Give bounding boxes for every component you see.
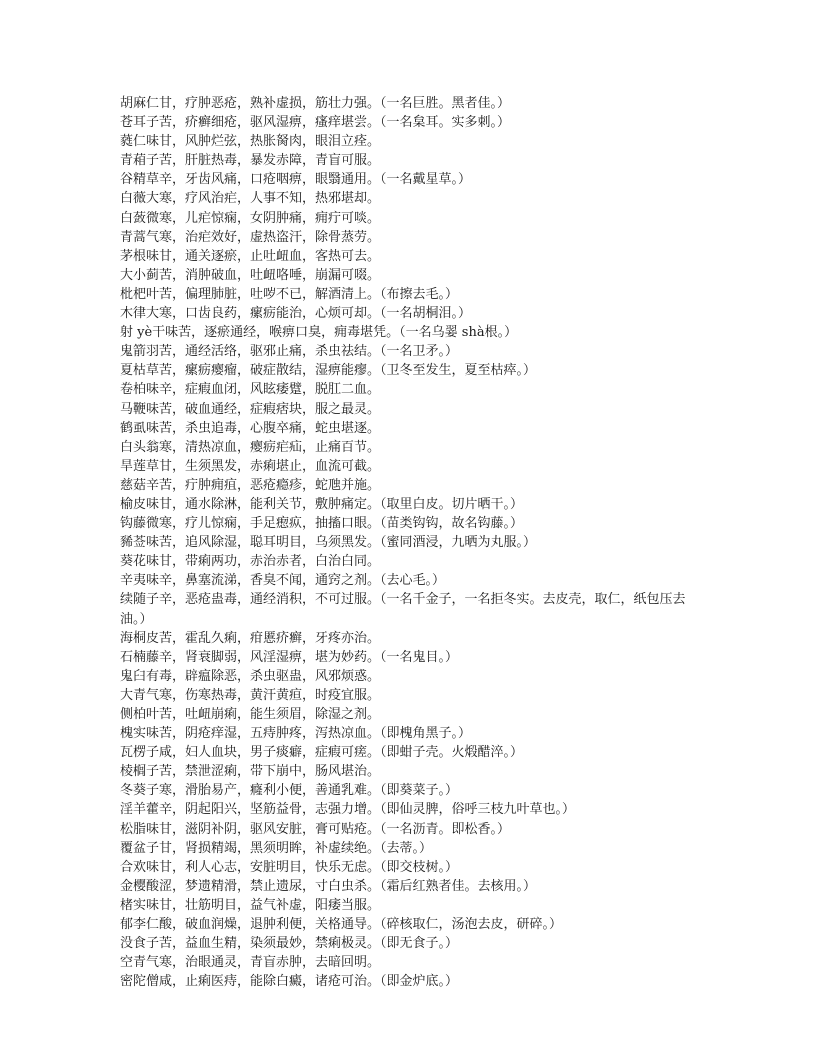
- text-line: 槐实味苦，阴疮痒湿，五痔肿疼，泻热凉血。（即槐角黑子。）: [120, 726, 472, 742]
- text-line: 鹤虱味苦，杀虫追毒，心腹卒痛，蛇虫堪逐。: [120, 420, 381, 436]
- text-line: 钩藤微寒，疗儿惊痫，手足瘛疭，抽搐口眼。（苗类钩钩，故名钩藤。）: [120, 516, 524, 532]
- text-line: 瓦楞子咸，妇人血块，男子痰癖，症瘕可瘥。（即蚶子壳。火煅醋淬。）: [120, 745, 524, 761]
- text-line: 续随子辛，恶疮蛊毒，通经消积，不可过服。（一名千金子，一名拒冬实。去皮壳，取仁，纸包压去油。）: [120, 592, 686, 627]
- text-line: 胡麻仁甘，疗肿恶疮，熟补虚损，筋壮力强。（一名巨胜。黑者佳。）: [120, 96, 511, 111]
- text-line: 侧柏叶苦，吐衄崩痢，能生须眉，除湿之剂。: [120, 707, 381, 722]
- text-line: 枇杷叶苦，偏理肺脏，吐哕不已，解酒清上。（布擦去毛。）: [120, 286, 459, 302]
- text-line: 合欢味甘，利人心志，安脏明目，快乐无虑。（即交枝树。）: [120, 859, 459, 875]
- text-line: 榆皮味甘，通水除淋，能利关节，敷肿痛定。（取里白皮。切片晒干。）: [120, 496, 524, 512]
- text-line: 密陀僧咸，止痢医痔，能除白癜，诸疮可治。（即金炉底。）: [120, 974, 459, 990]
- text-line: 空青气寒，治眼通灵，青盲赤肿，去暗回明。: [120, 955, 381, 971]
- text-line: 蕤仁味甘，风肿烂弦，热胀胬肉，眼泪立痊。: [120, 134, 381, 150]
- text-line: 青葙子苦，肝脏热毒，暴发赤障，青盲可服。: [120, 153, 381, 169]
- text-line: 石楠藤辛，肾衰脚弱，风淫湿痹，堪为妙药。（一名鬼目。）: [120, 649, 459, 665]
- text-line: 海桐皮苦，霍乱久痢，疳慝疥癣，牙疼亦治。: [120, 630, 381, 646]
- text-line: 慈菇辛苦，疔肿痈疽，恶疮瘾疹，蛇虺并施。: [120, 477, 381, 493]
- text-line: 大小蓟苦，消肿破血，吐衄咯唾，崩漏可啜。: [120, 267, 381, 283]
- text-line: 谷精草辛，牙齿风痛，口疮咽痹，眼翳通用。（一名戴星草。）: [120, 172, 472, 188]
- text-line: 金樱酸涩，梦遗精滑，禁止遗尿，寸白虫杀。（霜后红熟者佳。去核用。）: [120, 878, 537, 894]
- text-line: 豨莶味苦，追风除湿，聪耳明目，乌须黑发。（蜜同酒浸，九晒为丸服。）: [120, 535, 537, 551]
- text-line: 茅根味甘，通关逐瘀，止吐衄血，客热可去。: [120, 248, 381, 264]
- text-line: 松脂味甘，滋阴补阴，驱风安脏，膏可贴疮。（一名沥青。即松香。）: [120, 821, 511, 837]
- text-line: 辛夷味辛，鼻塞流涕，香臭不闻，通窍之剂。（去心毛。）: [120, 573, 446, 589]
- text-line: 鬼箭羽苦，通经活络，驱邪止痛，杀虫祛结。（一名卫矛。）: [120, 344, 459, 360]
- text-line: 冬葵子寒，滑胎易产，癃利小便，善通乳难。（即葵菜子。）: [120, 783, 459, 799]
- text-line: 卷柏味辛，症瘕血闭，风眩痿躄，脱肛二血。: [120, 382, 381, 398]
- text-line: 郁李仁酸，破血润燥，退肿利便，关格通导。（碎核取仁，汤泡去皮，研碎。）: [120, 917, 563, 933]
- text-line: 鬼臼有毒，辟瘟除恶，杀虫驱蛊，风邪烦惑。: [120, 668, 381, 684]
- text-line: 夏枯草苦，瘰疬瘿瘤，破症散结，湿痹能瘳。（卫冬至发生，夏至枯瘁。）: [120, 363, 537, 379]
- text-line: 白薇大寒，疗风治疟，人事不知，热邪堪却。: [120, 191, 381, 207]
- text-line: 射 yè干味苦，逐瘀通经，喉痹口臭，痈毒堪凭。（一名乌翣 shà根。）: [120, 325, 518, 341]
- text-line: 覆盆子甘，肾损精竭，黑须明眸，补虚续绝。（去蒂。）: [120, 840, 433, 856]
- text-line: 马鞭味苦，破血通经，症瘕痞块，服之最灵。: [120, 401, 381, 417]
- text-line: 楮实味甘，壮筋明目，益气补虚，阳痿当服。: [120, 897, 381, 913]
- text-line: 木律大寒，口齿良药，瘰疬能治，心烦可却。（一名胡桐泪。）: [120, 306, 472, 322]
- text-line: 大青气寒，伤寒热毒，黄汗黄疸，时疫宜服。: [120, 687, 381, 703]
- text-line: 白头翁寒，清热凉血，瘿疬疟疝，止痛百节。: [120, 439, 381, 455]
- text-line: 旱莲草甘，生须黑发，赤痢堪止，血流可截。: [120, 458, 381, 474]
- text-line: 白蔹微寒，儿疟惊痫，女阴肿痛，痈疔可啖。: [120, 210, 381, 226]
- text-line: 没食子苦，益血生精，染须最妙，禁痢极灵。（即无食子。）: [120, 936, 459, 952]
- text-line: 苍耳子苦，疥癣细疮，驱风湿痹，瘙痒堪尝。（一名枲耳。实多刺。）: [120, 115, 511, 131]
- text-line: 棱榈子苦，禁泄涩痢，带下崩中，肠风堪治。: [120, 764, 381, 780]
- text-line: 淫羊藿辛，阴起阳兴，坚筋益骨，志强力增。（即仙灵脾，俗呼三枝九叶草也。）: [120, 802, 576, 818]
- text-line: 葵花味甘，带痢两功，赤治赤者，白治白同。: [120, 554, 381, 570]
- document-page: [120, 94, 700, 991]
- text-line: 青蒿气寒，治疟效好，虚热盗汗，除骨蒸劳。: [120, 229, 381, 245]
